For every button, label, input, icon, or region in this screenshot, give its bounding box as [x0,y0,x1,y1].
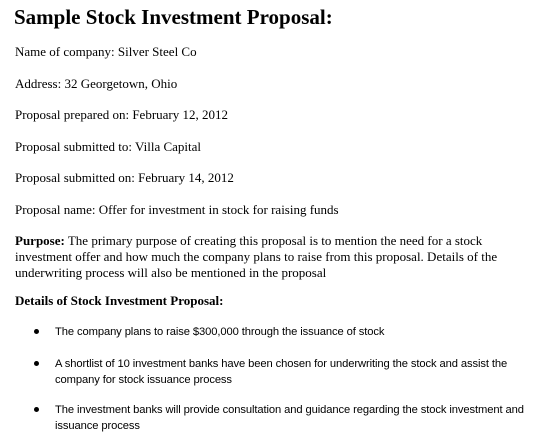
field-prepared-on: Proposal prepared on: February 12, 2012 [15,107,229,122]
purpose-label: Purpose: [15,233,65,248]
document-title: Sample Stock Investment Proposal: [14,5,333,29]
list-item-text: The company plans to raise $300,000 through the issuance of stock [55,326,385,338]
bullet-icon [34,361,39,366]
bullet-icon [34,329,39,334]
list-item-text: A shortlist of 10 investment banks have been chosen for underwriting the stock and assist the company for stock issuance process [55,358,508,386]
purpose-paragraph [15,233,530,281]
field-company-name: Name of company: Silver Steel Co [15,44,197,59]
field-submitted-to: Proposal submitted to: Villa Capital [15,139,202,154]
details-heading: Details of Stock Investment Proposal: [15,293,224,308]
field-proposal-name: Proposal name: Offer for investment in stock for raising funds [15,202,339,217]
field-address: Address: 32 Georgetown, Ohio [15,76,178,91]
bullet-icon [34,407,39,412]
field-submitted-on: Proposal submitted on: February 14, 2012 [15,170,234,185]
purpose-text: The primary purpose of creating this proposal is to mention the need for a stock investment offer and how much the company plans to raise from this proposal. Details of the underwriting process will also be mentioned in the proposal [15,233,498,280]
list-item-text: The investment banks will provide consultation and guidance regarding the stock investment and issuance process [55,404,524,432]
